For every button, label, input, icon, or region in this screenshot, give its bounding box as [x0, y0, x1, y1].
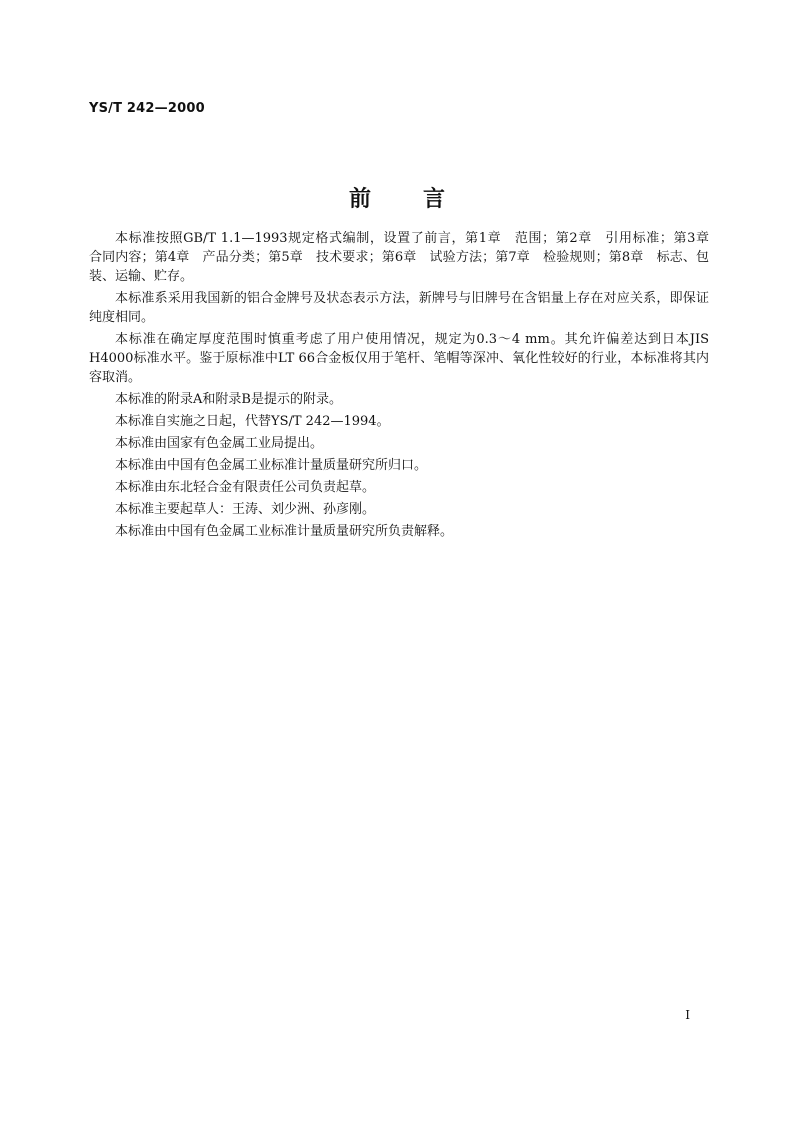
- page-title: 前言: [348, 187, 497, 212]
- paragraph-appendix: 本标准的附录A和附录B是提示的附录。: [115, 392, 342, 407]
- page-number: I: [685, 1008, 690, 1022]
- foreword-body: [89, 229, 723, 544]
- paragraph-thickness-range: 本标准在确定厚度范围时慎重考虑了用户使用情况，规定为0.3～4 mm。其允许偏差达到日本JIS H4000标准水平。鉴于原标准中LT 66合金板仅用于笔杆、笔帽等深冲、氧化性较好的行业，本标准将其内容取消。: [89, 332, 709, 385]
- paragraph-alloy-designation: 本标准系采用我国新的铝合金牌号及状态表示方法，新牌号与旧牌号在含铝量上存在对应关系，即保证纯度相同。: [89, 291, 709, 325]
- paragraph-proposed-by: 本标准由国家有色金属工业局提出。: [115, 436, 324, 451]
- paragraph-replaces: 本标准自实施之日起，代替YS/T 242—1994。: [115, 414, 390, 429]
- paragraph-interpreted-by: 本标准由中国有色金属工业标准计量质量研究所负责解释。: [115, 524, 454, 539]
- standard-code: YS/T 242—2000: [89, 101, 205, 116]
- paragraph-centralized-by: 本标准由中国有色金属工业标准计量质量研究所归口。: [115, 458, 428, 473]
- paragraph-drafters: 本标准主要起草人：王涛、刘少洲、孙彦刚。: [115, 502, 376, 517]
- paragraph-structure: 本标准按照GB/T 1.1—1993规定格式编制，设置了前言，第1章 范围；第2章 引用标准；第3章 合同内容；第4章 产品分类；第5章 技术要求；第6章 试验方法；第7章 检验规则；第8章 标志、包装、运输、贮存。: [89, 231, 723, 284]
- paragraph-drafted-by: 本标准由东北轻合金有限责任公司负责起草。: [115, 480, 376, 495]
